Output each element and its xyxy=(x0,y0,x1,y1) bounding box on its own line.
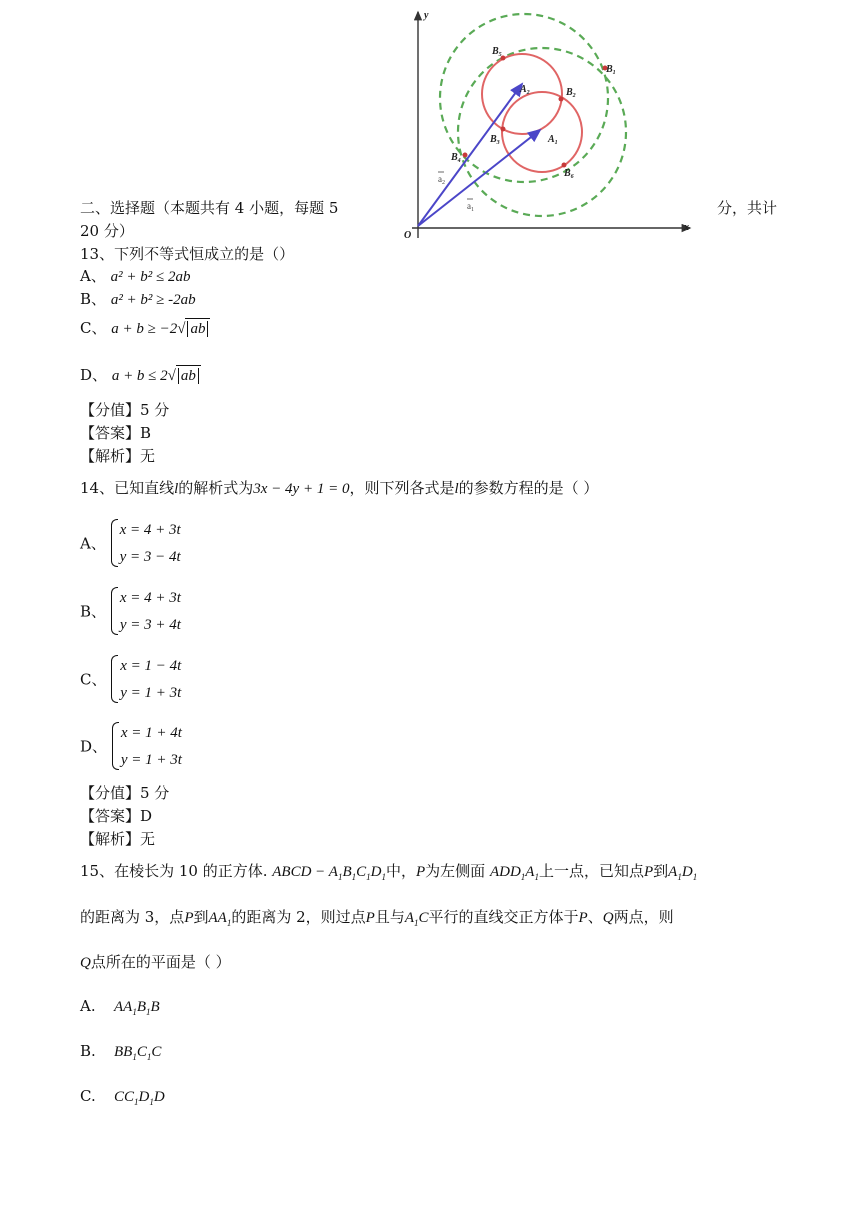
point-b4 xyxy=(463,153,468,158)
q14-b-system: x = 4 + 3t y = 3 + 4t xyxy=(111,584,181,638)
q15-line3 xyxy=(80,951,231,972)
label-b4: $B_4$ xyxy=(451,152,461,164)
q14-stem xyxy=(80,477,598,498)
q13-answer: 【答案】B xyxy=(80,424,152,442)
label-b1: $B_1$ xyxy=(606,64,616,76)
section-title-line2: 20 分） xyxy=(80,222,134,240)
label-x: x xyxy=(684,222,689,233)
label-vec-a1: $a_1$ xyxy=(467,201,474,213)
q14-option-c xyxy=(80,652,181,706)
q15-l2-g: 两点，则 xyxy=(613,908,674,926)
q15-edge-aa1: $AA_1$ xyxy=(208,910,232,928)
q13-stem: 13、下列不等式恒成立的是（） xyxy=(80,245,295,263)
label-a2: $A_2$ xyxy=(520,84,530,96)
solid-circle-2 xyxy=(502,92,582,172)
dashed-circle-2 xyxy=(458,48,626,216)
q14-a-system: x = 4 + 3t y = 3 − 4t xyxy=(111,516,181,570)
q13-d-rad: ab xyxy=(178,368,199,384)
option-label: B、 xyxy=(80,602,107,621)
option-label: A、 xyxy=(80,534,106,553)
label-a1: $A_1$ xyxy=(548,134,558,146)
label-origin: O xyxy=(404,230,412,241)
q15-edge-a1d1: $A_1D_1$ xyxy=(668,864,698,882)
point-b3 xyxy=(501,127,506,132)
q15-l1-f: 到 xyxy=(653,862,669,880)
q15-point-p: P xyxy=(578,910,588,926)
label-b5: $B_5$ xyxy=(492,46,502,58)
q13-option-c: C、 a + b ≥ −2√ ab xyxy=(80,317,210,338)
q15-l1-b: 中， xyxy=(385,862,416,880)
q15-line1 xyxy=(80,860,697,882)
q15-l1-d: 为左侧面 xyxy=(425,862,486,880)
q15-l2-d: 且与 xyxy=(374,908,405,926)
q14-d-system: x = 1 + 4t y = 1 + 3t xyxy=(112,719,182,773)
q13-b-var: ab xyxy=(180,292,196,308)
q15-l2-e: 平行的直线交正方体于 xyxy=(428,908,579,926)
q14-score: 【分值】5 分 xyxy=(80,784,170,802)
q15-diag-a1c: $A_1C$ xyxy=(404,910,429,928)
label-b2: $B_2$ xyxy=(566,87,576,99)
q15-point-p: P xyxy=(416,864,426,880)
q15-option-b: B. $BB_1C_1C$ xyxy=(80,1042,162,1062)
q14-analysis: 【解析】无 xyxy=(80,830,156,848)
q14-c-system: x = 1 − 4t y = 1 + 3t xyxy=(111,652,181,706)
q15-l2-f: 、 xyxy=(587,908,603,926)
q14-stem-a: 14、已知直线 xyxy=(80,479,175,497)
q13-a-var: ab xyxy=(175,269,191,285)
q14-option-d xyxy=(80,719,182,773)
q15-l1-e: 上一点，已知点 xyxy=(538,862,644,880)
q14-option-b xyxy=(80,584,181,638)
q14-answer: 【答案】D xyxy=(80,807,153,825)
label-vec-a2: $a_2$ xyxy=(438,174,445,186)
q13-analysis: 【解析】无 xyxy=(80,447,156,465)
q14-var-l: l xyxy=(454,481,459,497)
q15-point-p: P xyxy=(365,910,375,926)
q14-option-a xyxy=(80,516,181,570)
point-b6 xyxy=(562,163,567,168)
q13-score: 【分值】5 分 xyxy=(80,401,170,419)
point-b2 xyxy=(559,97,564,102)
vector-circle-figure xyxy=(372,4,700,290)
option-label: D、 xyxy=(80,737,108,756)
q15-l2-a: 的距离为 3，点 xyxy=(80,908,185,926)
q15-l2-b: 到 xyxy=(193,908,209,926)
q15-line2 xyxy=(80,906,674,928)
q14-equation: 3x − 4y + 1 = 0 xyxy=(253,481,350,497)
q14-stem-c: ，则下列各式是 xyxy=(349,479,455,497)
figure-svg xyxy=(372,4,700,290)
option-label: B. xyxy=(80,1042,96,1060)
q15-point-q: Q xyxy=(602,910,614,926)
q15-cube-name: ABCD − $A_1B_1C_1D_1$ xyxy=(272,864,386,882)
q14-stem-d: 的参数方程的是（ ） xyxy=(458,479,599,497)
q13-a-lhs: a² + b² ≤ 2 xyxy=(110,269,176,285)
option-label: B、 xyxy=(80,290,107,308)
q15-point-p: P xyxy=(184,910,194,926)
q13-b-lhs: a² + b² ≥ -2 xyxy=(110,292,181,308)
label-b6: $B_6$ xyxy=(564,168,574,180)
q13-option-b xyxy=(80,288,196,309)
q15-option-c: C. $CC_1D_1D$ xyxy=(80,1087,165,1107)
q14-stem-b: 的解析式为 xyxy=(178,479,254,497)
q15-l1-a: 15、在棱长为 10 的正方体. xyxy=(80,862,268,880)
q15-point-q: Q xyxy=(80,955,91,971)
q15-option-a: A. $AA_1B_1B$ xyxy=(80,997,160,1017)
q13-c-lhs: a + b ≥ −2 xyxy=(111,321,178,337)
q14-var-l: l xyxy=(174,481,179,497)
option-label: C、 xyxy=(80,670,107,689)
q13-c-rad: ab xyxy=(187,321,208,337)
q15-l3-a: 点所在的平面是（ ） xyxy=(90,953,231,971)
label-b3: $B_3$ xyxy=(490,134,500,146)
option-label: C、 xyxy=(80,319,107,337)
option-label: D、 xyxy=(80,366,108,384)
q13-option-d: D、 a + b ≤ 2√ ab xyxy=(80,364,201,385)
q15-l2-c: 的距离为 2，则过点 xyxy=(231,908,366,926)
section-title-right: 分，共计 xyxy=(717,199,778,217)
option-label: A、 xyxy=(80,267,106,285)
q13-d-lhs: a + b ≤ 2 xyxy=(111,368,168,384)
q15-face: $ADD_1A_1$ xyxy=(489,864,539,882)
q15-point-p: P xyxy=(643,864,654,880)
label-y: y xyxy=(424,10,429,21)
q13-option-a xyxy=(80,265,190,286)
section-title: 二、选择题（本题共有 4 小题，每题 5 xyxy=(80,199,339,217)
option-label: C. xyxy=(80,1087,96,1105)
option-label: A. xyxy=(80,997,96,1015)
